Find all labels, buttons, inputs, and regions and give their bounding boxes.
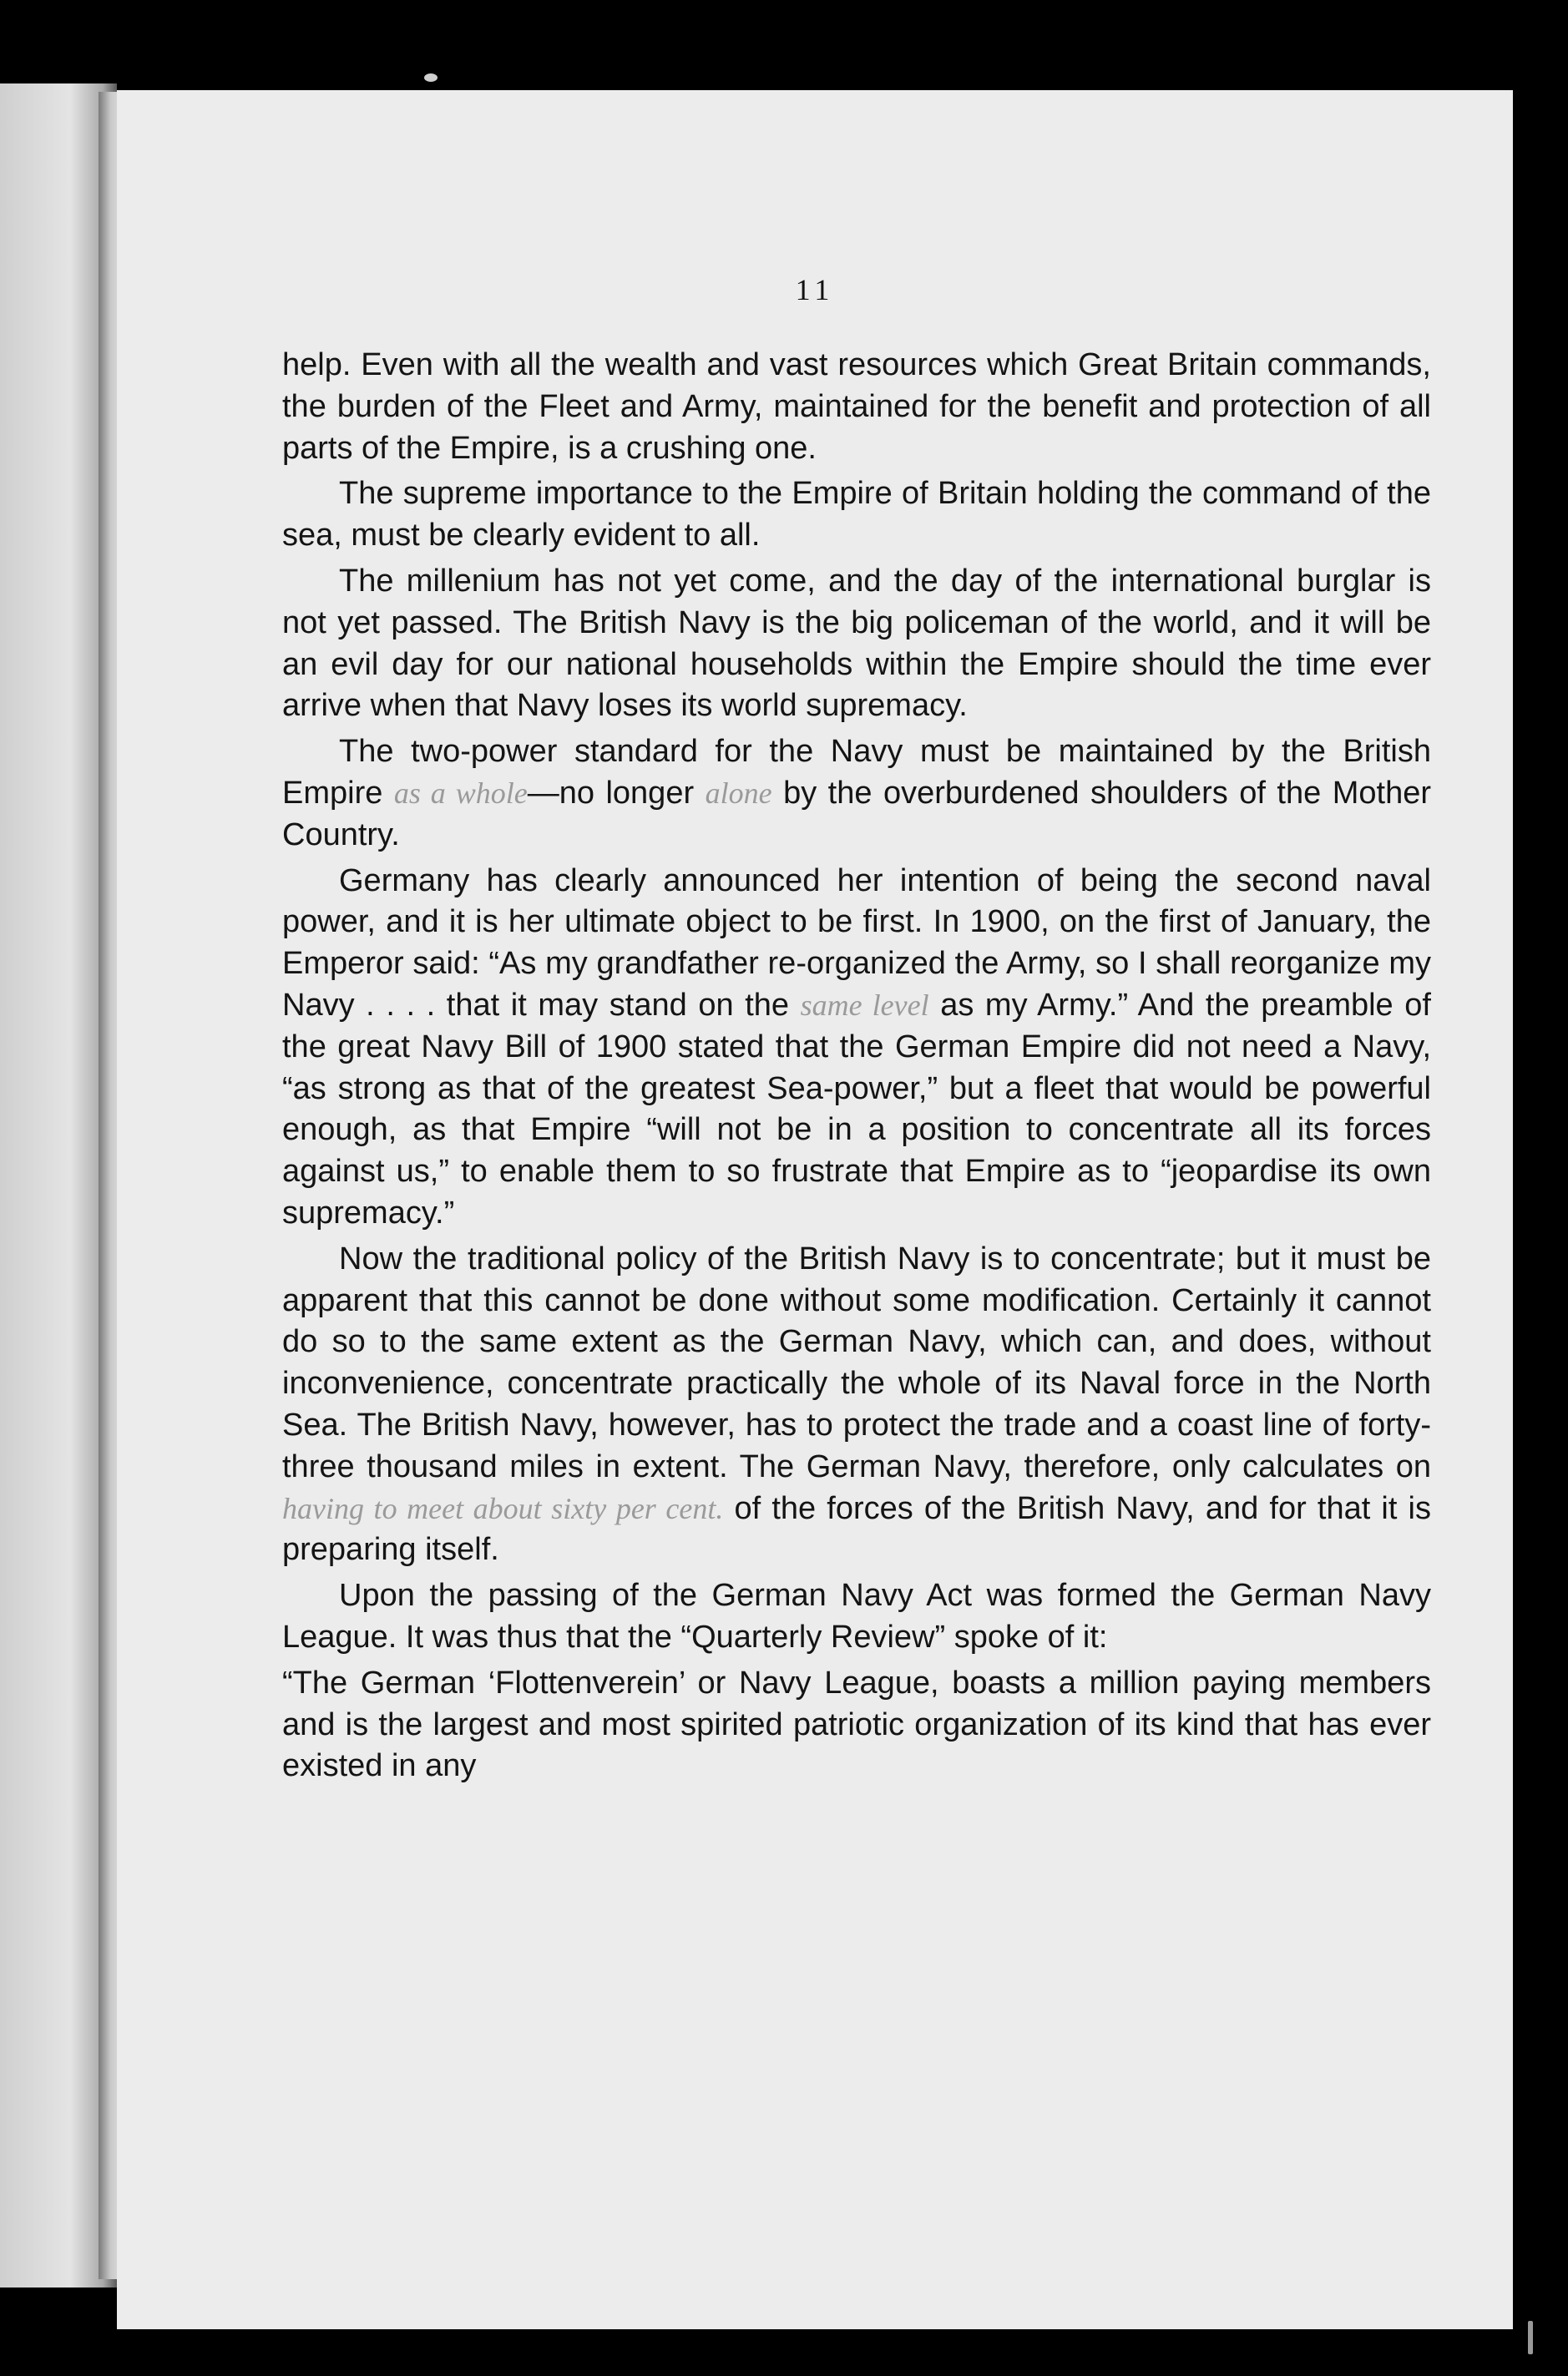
body-text: by the overburdened shoulders of the Mother Country.	[282, 775, 1431, 852]
body-text: —no longer	[527, 775, 706, 811]
page-number: 11	[795, 273, 835, 306]
paragraph	[282, 731, 1431, 856]
paragraph	[282, 861, 1431, 1235]
body-text: Now the traditional policy of the British Navy is to concentrate; but it must be apparent that this cannot be done without some modification. Certainly it cannot do so to the same extent as the German Navy, which can, and does, without inconvenience, concentrate practically the whole of its Naval force in the North Sea. The British Navy, however, has to protect the trade and a coast line of forty-three thousand miles in extent. The German Navy, therefore, only calculates on	[282, 1241, 1431, 1484]
body-text: as my Army.” And the preamble of the great Navy Bill of 1900 stated that the German Empire did not need a Navy, “as strong as that of the greatest Sea-power,” but a fleet that would be powerful enough, as that Empire “will not be in a position to concentrate all its forces against us,” to enable them to so frustrate that Empire as to “jeopardise its own supremacy.”	[282, 987, 1431, 1231]
page-body	[282, 345, 1431, 1792]
paragraph	[282, 1575, 1431, 1659]
scan-speck	[1528, 2321, 1533, 2354]
body-text: Germany has clearly announced her intention of being the second naval power, and it is her ultimate object to be first. In 1900, on the first of January, the Emperor said: “As my grandfather re-organized the Army, so I shall reorganize my Navy . . . . that it may stand on the	[282, 862, 1431, 1023]
italic-text: alone	[705, 776, 772, 810]
paragraph	[282, 473, 1431, 557]
body-text: help. Even with all the wealth and vast resources which Great Britain commands, the burden of the Fleet and Army, maintained for the benefit and protection of all parts of the Empire, is a crushing one.	[282, 347, 1431, 466]
scan-speck	[424, 73, 438, 82]
body-text: “The German ‘Flottenverein’ or Navy League, boasts a million paying members and is the largest and most spirited patriotic organization of its kind that has ever existed in any	[282, 1665, 1431, 1784]
body-text: The supreme importance to the Empire of Britain holding the command of the sea, must be clearly evident to all.	[282, 476, 1431, 554]
body-text: Upon the passing of the German Navy Act was formed the German Navy League. It was thus that the “Quarterly Review” spoke of it:	[282, 1578, 1431, 1655]
paragraph	[282, 345, 1431, 469]
paragraph	[282, 561, 1431, 727]
italic-text: as a whole	[393, 776, 528, 810]
italic-text: having to meet about sixty per cent.	[282, 1491, 724, 1525]
italic-text: same level	[800, 988, 929, 1022]
body-text: of the forces of the British Navy, and for that it is preparing itself.	[282, 1490, 1432, 1568]
paragraph	[282, 1239, 1431, 1571]
book-page	[117, 90, 1513, 2329]
body-text: The millenium has not yet come, and the day of the international burglar is not yet passed. The British Navy is the big policeman of the world, and it will be an evil day for our national households within the Empire should the time ever arrive when that Navy loses its world supremacy.	[282, 563, 1431, 724]
body-text: The two-power standard for the Navy must be maintained by the British Empire	[282, 734, 1431, 811]
paragraph	[282, 1663, 1431, 1787]
